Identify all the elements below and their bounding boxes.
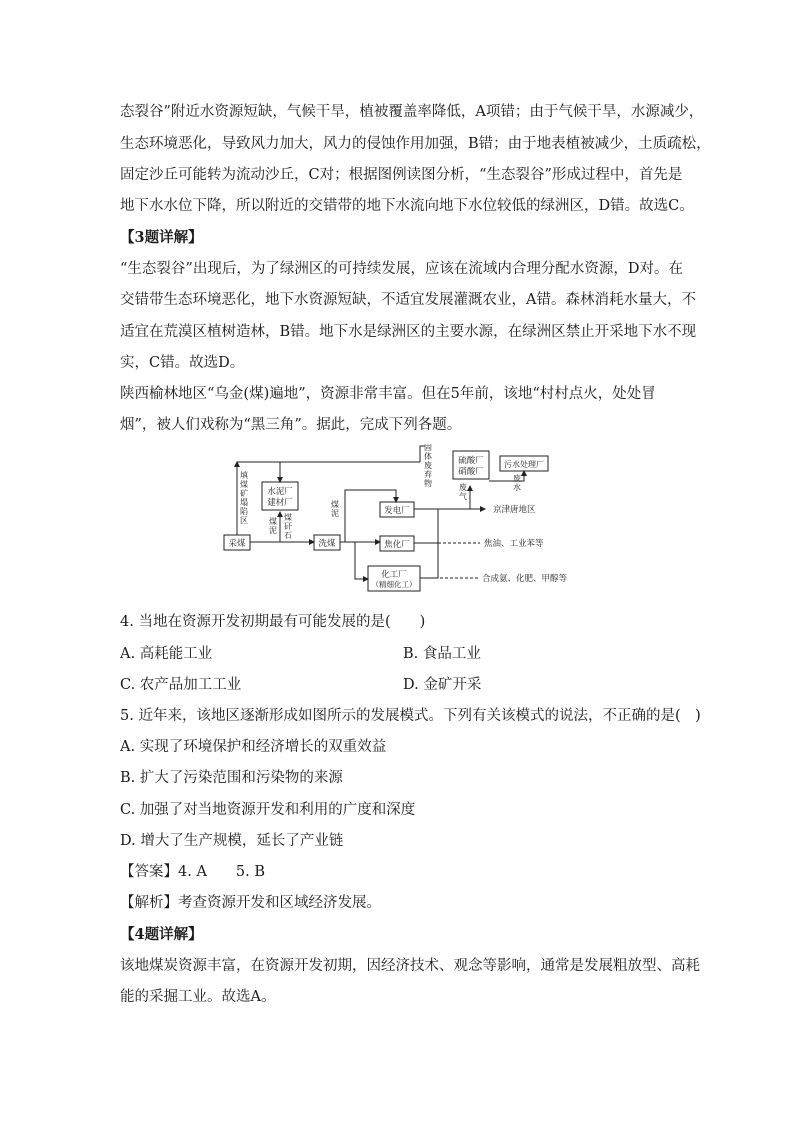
fill-label: 煤	[240, 480, 248, 489]
text-line: 实，C错。故选D。	[120, 355, 245, 371]
chem-label-1: 化工厂	[381, 570, 407, 580]
q5-option-b: B. 扩大了污染范围和污染物的来源	[120, 770, 343, 786]
answer-line: 【答案】4. A 5. B	[120, 864, 266, 880]
waste-gas-label: 气	[459, 492, 467, 501]
gangue-label: 石	[284, 531, 292, 540]
q5-option-a: A. 实现了环境保护和经济增长的双重效益	[120, 739, 387, 755]
acid-label-2: 硝酸厂	[458, 467, 484, 477]
fill-label: 陷	[240, 507, 248, 516]
question-4-stem: 4. 当地在资源开发初期最有可能发展的是( )	[120, 614, 426, 630]
fill-label: 矿	[240, 489, 248, 498]
solid-waste-label: 体	[424, 452, 432, 461]
chem-label-2: （精细化工）	[371, 580, 417, 589]
fill-label: 塌	[240, 498, 248, 507]
slime2-label: 煤	[331, 500, 339, 509]
text-line: 适宜在荒漠区植树造林，B错。地下水是绿洲区的主要水源，在绿洲区禁止开采地下水不现	[120, 324, 697, 340]
power-label: 发电厂	[384, 506, 410, 516]
cement-label-1: 水泥厂	[267, 487, 293, 497]
waste-water-label: 水	[513, 483, 521, 492]
sewage-label: 污水处理厂	[504, 460, 544, 469]
solid-waste-label: 固	[424, 444, 432, 452]
mining-label: 采煤	[228, 539, 246, 549]
industry-flow-diagram	[220, 444, 580, 596]
analysis-line: 【解析】考查资源开发和区域经济发展。	[120, 895, 381, 911]
out-chem: 合成氨、化肥、甲醇等	[482, 574, 568, 584]
out-power: 京津唐地区	[493, 505, 536, 515]
text-line: 该地煤炭资源丰富，在资源开发初期，因经济技术、观念等影响，通常是发展粗放型、高耗	[120, 958, 700, 974]
text-line: “生态裂谷”出现后，为了绿洲区的可持续发展，应该在流域内合理分配水资源，D对。在	[120, 261, 683, 277]
q4-option-b: B. 食品工业	[403, 646, 481, 662]
q4-detail-heading: 【4题详解】	[120, 926, 203, 943]
q5-option-c: C. 加强了对当地资源开发和利用的广度和深度	[120, 802, 416, 818]
gangue-label: 矸	[284, 522, 292, 531]
q4-option-a: A. 高耗能工业	[120, 646, 213, 662]
solid-waste-label: 物	[424, 479, 432, 488]
q4-option-c: C. 农产品加工工业	[120, 677, 242, 693]
waste-gas-label: 废	[459, 483, 467, 492]
waste-water-label: 废	[513, 474, 521, 483]
solid-waste-label: 废	[424, 461, 432, 470]
text-line: 生态环境恶化，导致风力加大，风力的侵蚀作用加强，B错；由于地表植被减少，土质疏松，	[120, 136, 711, 152]
text-line: 能的采掘工业。故选A。	[120, 989, 276, 1005]
text-line: 地下水水位下降，所以附近的交错带的地下水流向地下水位较低的绿洲区，D错。故选C。	[120, 198, 694, 214]
text-line: 态裂谷”附近水资源短缺，气候干旱，植被覆盖率降低，A项错；由于气候干旱，水源减少，	[120, 104, 704, 120]
text-line: 固定沙丘可能转为流动沙丘，C对；根据图例读图分析，“生态裂谷”形成过程中，首先是	[120, 167, 683, 183]
solid-waste-label: 弃	[424, 470, 432, 479]
fill-label: 区	[240, 516, 248, 525]
gangue-label: 煤	[284, 513, 292, 522]
question-5-stem: 5. 近年来，该地区逐渐形成如图所示的发展模式。下列有关该模式的说法，不正确的是( )	[120, 708, 701, 724]
washing-label: 洗煤	[318, 539, 336, 549]
q4-option-d: D. 金矿开采	[403, 677, 482, 693]
text-line: 交错带生态环境恶化，地下水资源短缺，不适宜发展灌溉农业，A错。森林消耗水量大，不	[120, 292, 696, 308]
text-line: 烟”，被人们戏称为“黑三角”。据此，完成下列各题。	[120, 417, 462, 433]
coking-label: 焦化厂	[384, 540, 410, 550]
text-line: 陕西榆林地区“乌金(煤)遍地”，资源非常丰富。但在5年前，该地“村村点火，处处冒	[120, 386, 656, 402]
fill-label: 填	[240, 471, 248, 480]
slime2-label: 泥	[331, 509, 339, 518]
slime-label: 泥	[269, 526, 277, 535]
slime-label: 煤	[269, 517, 277, 526]
q5-option-d: D. 增大了生产规模，延长了产业链	[120, 833, 344, 849]
cement-label-2: 建材厂	[267, 498, 293, 508]
section-heading: 【3题详解】	[120, 229, 203, 246]
acid-label-1: 硫酸厂	[458, 456, 484, 466]
out-coking: 焦油、工业苯等	[484, 539, 544, 549]
